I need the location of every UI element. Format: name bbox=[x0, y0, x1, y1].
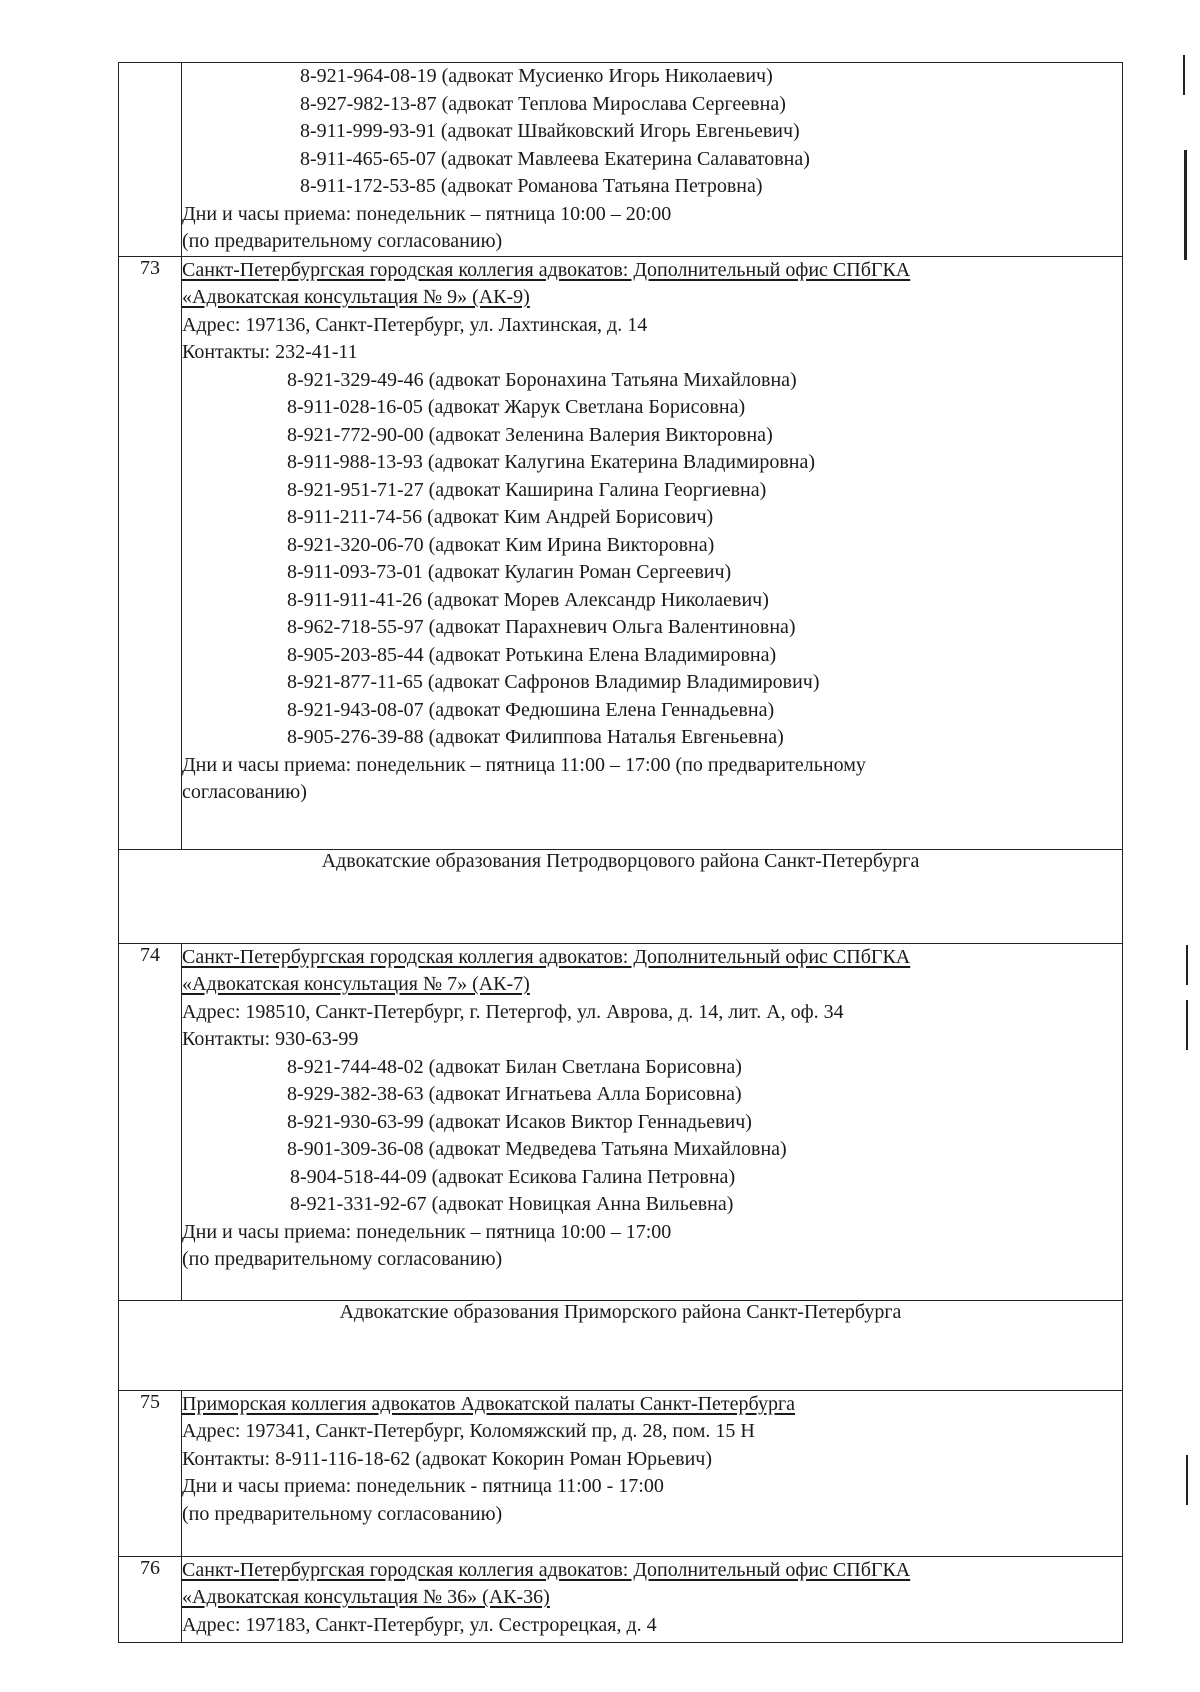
lawyer-line: 8-962-718-55-97 (адвокат Парахневич Ольга Валентиновна) bbox=[287, 616, 796, 638]
table-row-74 bbox=[119, 943, 1123, 1300]
org-name: Санкт-Петербургская городская коллегия адвокатов: Дополнительный офис СПбГКА bbox=[182, 258, 911, 281]
org-name: Санкт-Петербургская городская коллегия адвокатов: Дополнительный офис СПбГКА bbox=[182, 1558, 911, 1581]
org-subname: «Адвокатская консультация № 36» (АК-36) bbox=[182, 1586, 550, 1608]
lawyer-line: 8-911-911-41-26 (адвокат Морев Александр Николаевич) bbox=[287, 588, 769, 611]
lawyer-line: 8-921-772-90-00 (адвокат Зеленина Валерия Викторовна) bbox=[287, 423, 773, 446]
table-row-75 bbox=[119, 1390, 1123, 1556]
lawyer-line: 8-911-028-16-05 (адвокат Жарук Светлана Борисовна) bbox=[287, 396, 746, 418]
scan-edge-mark bbox=[1186, 1000, 1188, 1050]
hours-note: (по предварительному согласованию) bbox=[182, 230, 503, 252]
lawyer-line: 8-905-276-39-88 (адвокат Филиппова Наталья Евгеньевна) bbox=[287, 726, 784, 748]
lawyer-line: 8-921-951-71-27 (адвокат Каширина Галина Георгиевна) bbox=[287, 478, 767, 501]
row-content bbox=[182, 1390, 1123, 1556]
row-content bbox=[182, 1556, 1123, 1642]
lawyer-line: 8-921-320-06-70 (адвокат Ким Ирина Викторовна) bbox=[287, 533, 715, 556]
lawyer-line: 8-921-331-92-67 (адвокат Новицкая Анна Вильевна) bbox=[290, 1193, 734, 1215]
contacts-line: Контакты: 232-41-11 bbox=[182, 341, 358, 363]
row-content bbox=[182, 943, 1123, 1300]
row-number-cell bbox=[119, 63, 182, 257]
table-row-73 bbox=[119, 256, 1123, 849]
row-number: 75 bbox=[119, 1390, 182, 1556]
lawyer-line: 8-921-964-08-19 (адвокат Мусиенко Игорь Николаевич) bbox=[300, 65, 773, 87]
scan-edge-mark bbox=[1186, 945, 1188, 985]
row-number: 76 bbox=[119, 1556, 182, 1642]
lawyer-line: 8-929-382-38-63 (адвокат Игнатьева Алла Борисовна) bbox=[287, 1083, 742, 1105]
address-line: Адрес: 198510, Санкт-Петербург, г. Петергоф, ул. Аврова, д. 14, лит. А, оф. 34 bbox=[182, 1000, 844, 1023]
row-content bbox=[182, 256, 1123, 849]
hours-line: Дни и часы приема: понедельник – пятница 10:00 – 20:00 bbox=[182, 202, 672, 225]
contacts-line: Контакты: 8-911-116-18-62 (адвокат Кокорин Роман Юрьевич) bbox=[182, 1447, 712, 1470]
section-row bbox=[119, 849, 1123, 943]
lawyer-line: 8-911-211-74-56 (адвокат Ким Андрей Борисович) bbox=[287, 506, 714, 528]
row-number: 74 bbox=[119, 943, 182, 1300]
lawyer-line: 8-921-329-49-46 (адвокат Боронахина Татьяна Михайловна) bbox=[287, 368, 797, 391]
hours-note: (по предварительному согласованию) bbox=[182, 1502, 503, 1525]
hours-note: согласованию) bbox=[182, 781, 307, 803]
lawyer-line: 8-927-982-13-87 (адвокат Теплова Мирослава Сергеевна) bbox=[300, 92, 786, 115]
address-line: Адрес: 197341, Санкт-Петербург, Коломяжский пр, д. 28, пом. 15 Н bbox=[182, 1420, 755, 1442]
lawyers-table bbox=[118, 62, 1123, 1643]
lawyer-line: 8-911-172-53-85 (адвокат Романова Татьяна Петровна) bbox=[300, 175, 763, 197]
org-subname: «Адвокатская консультация № 9» (АК-9) bbox=[182, 286, 530, 308]
scan-edge-mark bbox=[1186, 1455, 1188, 1505]
section-heading: Адвокатские образования Приморского района Санкт-Петербурга bbox=[119, 1300, 1123, 1390]
org-name: Санкт-Петербургская городская коллегия адвокатов: Дополнительный офис СПбГКА bbox=[182, 945, 911, 968]
section-heading: Адвокатские образования Петродворцового района Санкт-Петербурга bbox=[119, 849, 1123, 943]
lawyer-line: 8-905-203-85-44 (адвокат Ротькина Елена Владимировна) bbox=[287, 643, 777, 666]
lawyer-line: 8-921-744-48-02 (адвокат Билан Светлана Борисовна) bbox=[287, 1055, 742, 1078]
table-row-76 bbox=[119, 1556, 1123, 1642]
org-subname: «Адвокатская консультация № 7» (АК-7) bbox=[182, 973, 530, 995]
hours-line: Дни и часы приема: понедельник - пятница 11:00 - 17:00 bbox=[182, 1475, 664, 1497]
contacts-line: Контакты: 930-63-99 bbox=[182, 1028, 359, 1050]
lawyer-line: 8-904-518-44-09 (адвокат Есикова Галина Петровна) bbox=[290, 1165, 736, 1188]
lawyer-line: 8-911-999-93-91 (адвокат Швайковский Игорь Евгеньевич) bbox=[300, 120, 800, 142]
table-row-continued bbox=[119, 63, 1123, 257]
hours-line: Дни и часы приема: понедельник – пятница 10:00 – 17:00 bbox=[182, 1220, 672, 1243]
row-content bbox=[182, 63, 1123, 257]
address-line: Адрес: 197136, Санкт-Петербург, ул. Лахтинская, д. 14 bbox=[182, 313, 648, 336]
address-line: Адрес: 197183, Санкт-Петербург, ул. Сестрорецкая, д. 4 bbox=[182, 1613, 657, 1636]
hours-note: (по предварительному согласованию) bbox=[182, 1248, 503, 1270]
lawyer-line: 8-921-943-08-07 (адвокат Федюшина Елена Геннадьевна) bbox=[287, 698, 775, 721]
hours-line: Дни и часы приема: понедельник – пятница 11:00 – 17:00 (по предварительному bbox=[182, 753, 866, 776]
section-row bbox=[119, 1300, 1123, 1390]
org-name: Приморская коллегия адвокатов Адвокатской палаты Санкт-Петербурга bbox=[182, 1392, 796, 1415]
lawyer-line: 8-901-309-36-08 (адвокат Медведева Татьяна Михайловна) bbox=[287, 1138, 787, 1160]
scan-edge-mark bbox=[1183, 55, 1185, 95]
lawyer-line: 8-911-988-13-93 (адвокат Калугина Екатерина Владимировна) bbox=[287, 451, 816, 473]
lawyer-line: 8-921-877-11-65 (адвокат Сафронов Владимир Владимирович) bbox=[287, 671, 820, 693]
lawyer-line: 8-921-930-63-99 (адвокат Исаков Виктор Геннадьевич) bbox=[287, 1110, 752, 1133]
row-number: 73 bbox=[119, 256, 182, 849]
lawyer-line: 8-911-465-65-07 (адвокат Мавлеева Екатерина Салаватовна) bbox=[300, 147, 810, 170]
lawyer-line: 8-911-093-73-01 (адвокат Кулагин Роман Сергеевич) bbox=[287, 561, 732, 583]
scan-edge-mark bbox=[1184, 150, 1187, 260]
